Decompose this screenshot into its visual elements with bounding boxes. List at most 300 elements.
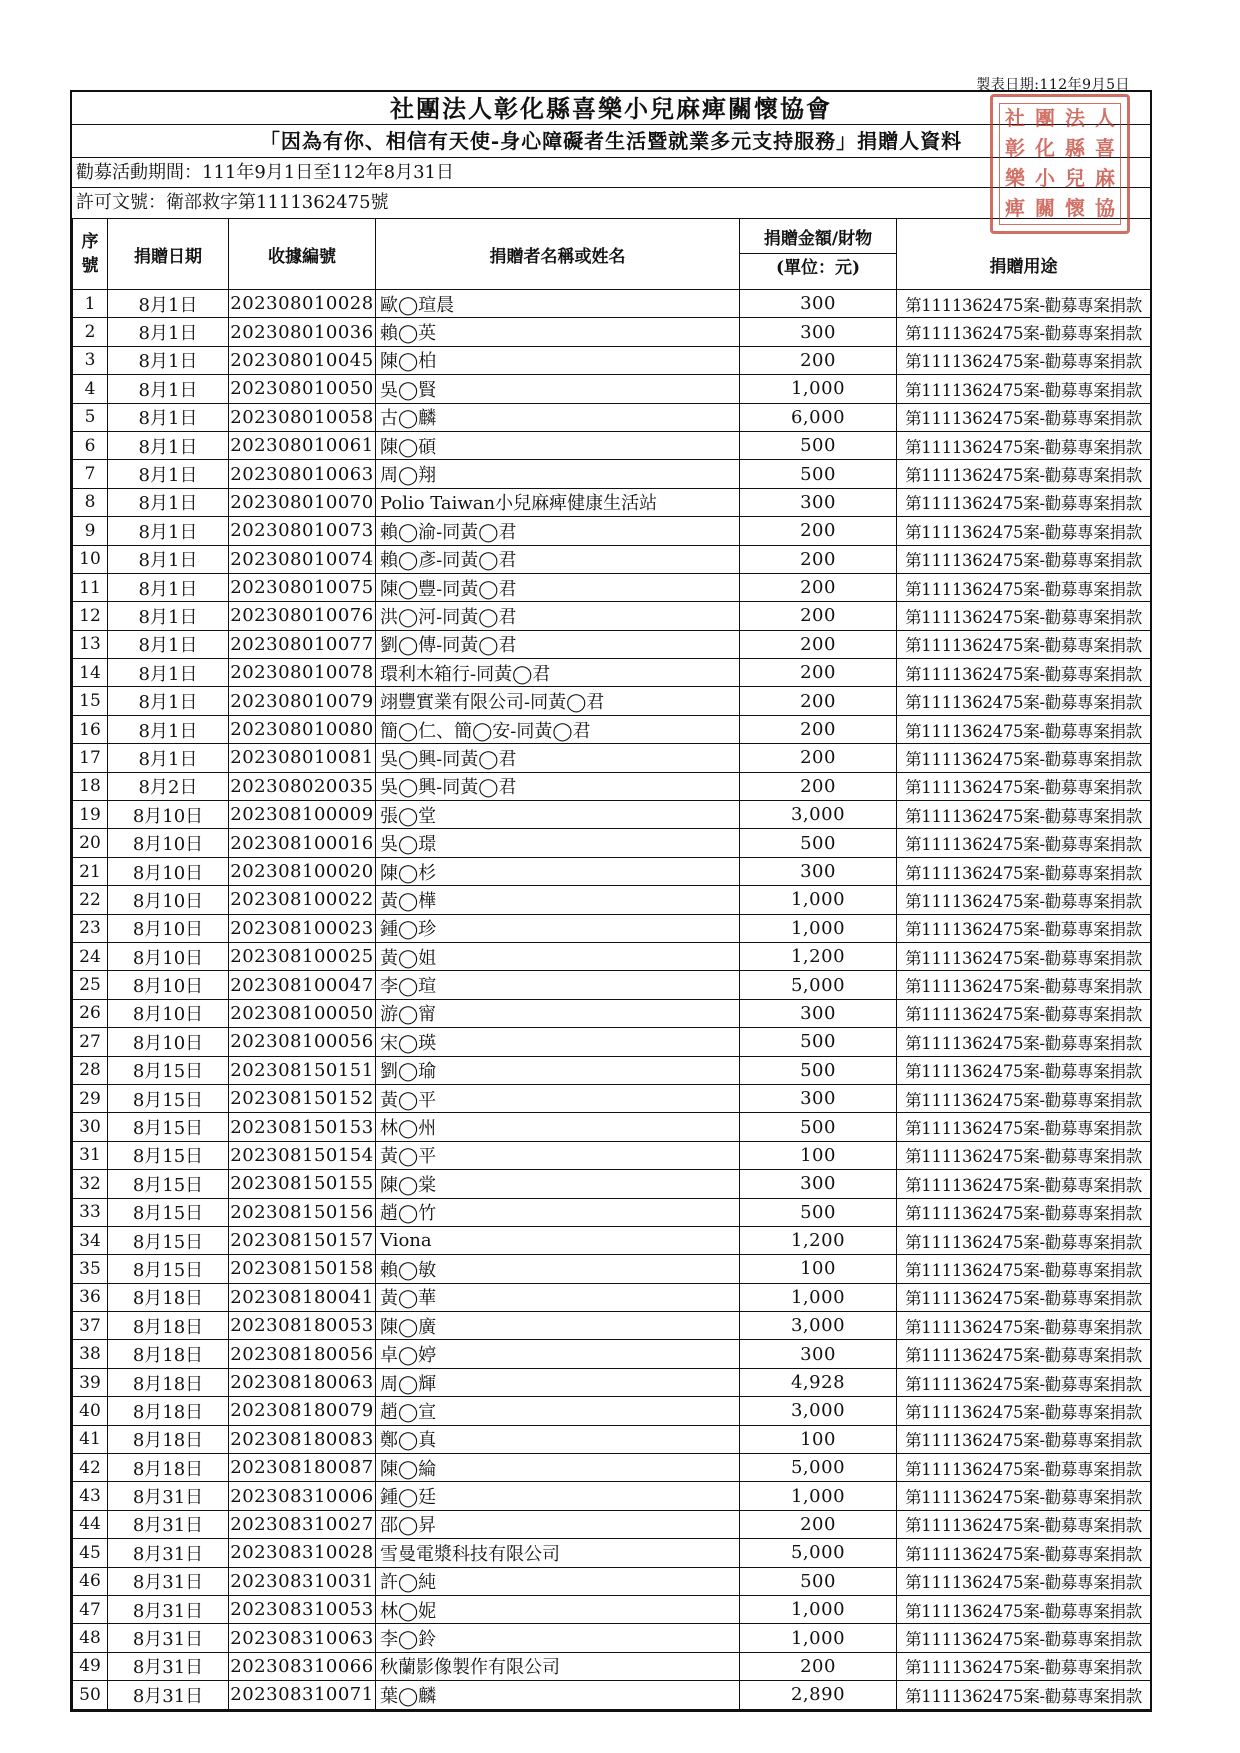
table-row — [73, 801, 1151, 829]
row-donor-name: 許◯純 — [376, 1567, 740, 1595]
row-seq: 25 — [73, 971, 108, 999]
row-seq: 36 — [73, 1283, 108, 1311]
row-amount: 1,200 — [740, 942, 897, 970]
row-receipt-number: 202308310028 — [229, 1539, 376, 1567]
seal-char: 小 — [1035, 166, 1055, 190]
row-seq: 40 — [73, 1397, 108, 1425]
row-receipt-number: 202308100009 — [229, 801, 376, 829]
row-donor-name: 趙◯竹 — [376, 1198, 740, 1226]
table-row — [73, 1028, 1151, 1056]
table-row — [73, 460, 1151, 488]
row-seq: 11 — [73, 573, 108, 601]
row-seq: 50 — [73, 1681, 108, 1709]
row-receipt-number: 202308010077 — [229, 630, 376, 658]
row-date: 8月1日 — [108, 687, 229, 715]
row-purpose: 第1111362475案-勸募專案捐款 — [897, 431, 1151, 459]
row-date: 8月18日 — [108, 1397, 229, 1425]
row-receipt-number: 202308310027 — [229, 1510, 376, 1538]
table-row — [73, 999, 1151, 1027]
row-date: 8月1日 — [108, 460, 229, 488]
row-purpose: 第1111362475案-勸募專案捐款 — [897, 1681, 1151, 1709]
row-date: 8月1日 — [108, 431, 229, 459]
table-row — [73, 1141, 1151, 1169]
row-purpose: 第1111362475案-勸募專案捐款 — [897, 290, 1151, 318]
row-amount: 500 — [740, 460, 897, 488]
made-date: 製表日期:112年9月5日 — [976, 77, 1130, 93]
row-date: 8月15日 — [108, 1170, 229, 1198]
row-receipt-number: 202308310071 — [229, 1681, 376, 1709]
row-receipt-number: 202308150155 — [229, 1170, 376, 1198]
row-amount: 200 — [740, 573, 897, 601]
row-purpose: 第1111362475案-勸募專案捐款 — [897, 403, 1151, 431]
row-date: 8月18日 — [108, 1425, 229, 1453]
row-seq: 19 — [73, 801, 108, 829]
row-donor-name: 賴◯渝-同黃◯君 — [376, 517, 740, 545]
row-amount: 200 — [740, 1652, 897, 1680]
row-donor-name: 賴◯英 — [376, 318, 740, 346]
row-purpose: 第1111362475案-勸募專案捐款 — [897, 1425, 1151, 1453]
row-date: 8月10日 — [108, 999, 229, 1027]
row-amount: 300 — [740, 488, 897, 516]
row-date: 8月31日 — [108, 1539, 229, 1567]
row-purpose: 第1111362475案-勸募專案捐款 — [897, 1113, 1151, 1141]
row-amount: 300 — [740, 857, 897, 885]
row-donor-name: 黃◯樺 — [376, 886, 740, 914]
row-receipt-number: 202308010073 — [229, 517, 376, 545]
row-seq: 31 — [73, 1141, 108, 1169]
row-amount: 100 — [740, 1425, 897, 1453]
row-donor-name: 游◯甯 — [376, 999, 740, 1027]
table-row — [73, 602, 1151, 630]
row-purpose: 第1111362475案-勸募專案捐款 — [897, 573, 1151, 601]
row-amount: 500 — [740, 829, 897, 857]
row-receipt-number: 202308100025 — [229, 942, 376, 970]
table-row — [73, 1056, 1151, 1084]
seal-char: 彰 — [1005, 136, 1025, 160]
row-seq: 29 — [73, 1084, 108, 1112]
row-seq: 15 — [73, 687, 108, 715]
table-row — [73, 886, 1151, 914]
row-purpose: 第1111362475案-勸募專案捐款 — [897, 318, 1151, 346]
row-seq: 48 — [73, 1624, 108, 1652]
row-date: 8月1日 — [108, 403, 229, 431]
row-donor-name: 吳◯興-同黃◯君 — [376, 772, 740, 800]
row-amount: 5,000 — [740, 1454, 897, 1482]
row-seq: 42 — [73, 1454, 108, 1482]
row-purpose: 第1111362475案-勸募專案捐款 — [897, 1397, 1151, 1425]
row-date: 8月15日 — [108, 1226, 229, 1254]
row-seq: 3 — [73, 346, 108, 374]
row-donor-name: 林◯妮 — [376, 1595, 740, 1623]
row-date: 8月15日 — [108, 1255, 229, 1283]
row-date: 8月18日 — [108, 1312, 229, 1340]
row-receipt-number: 202308310053 — [229, 1595, 376, 1623]
table-row — [73, 1454, 1151, 1482]
row-seq: 27 — [73, 1028, 108, 1056]
row-date: 8月1日 — [108, 573, 229, 601]
row-donor-name: 黃◯姐 — [376, 942, 740, 970]
row-date: 8月18日 — [108, 1368, 229, 1396]
row-seq: 20 — [73, 829, 108, 857]
project-title: 「因為有你、相信有天使-身心障礙者生活暨就業多元支持服務」捐贈人資料 — [259, 129, 963, 153]
row-purpose: 第1111362475案-勸募專案捐款 — [897, 630, 1151, 658]
row-amount: 2,890 — [740, 1681, 897, 1709]
row-date: 8月15日 — [108, 1113, 229, 1141]
row-receipt-number: 202308100047 — [229, 971, 376, 999]
row-date: 8月18日 — [108, 1283, 229, 1311]
row-date: 8月10日 — [108, 801, 229, 829]
row-purpose: 第1111362475案-勸募專案捐款 — [897, 1226, 1151, 1254]
row-date: 8月31日 — [108, 1624, 229, 1652]
row-donor-name: 黃◯平 — [376, 1141, 740, 1169]
table-row — [73, 715, 1151, 743]
row-receipt-number: 202308310066 — [229, 1652, 376, 1680]
row-purpose: 第1111362475案-勸募專案捐款 — [897, 1028, 1151, 1056]
row-amount: 3,000 — [740, 1397, 897, 1425]
row-purpose: 第1111362475案-勸募專案捐款 — [897, 1482, 1151, 1510]
row-receipt-number: 202308010070 — [229, 488, 376, 516]
row-date: 8月1日 — [108, 517, 229, 545]
row-receipt-number: 202308020035 — [229, 772, 376, 800]
row-purpose: 第1111362475案-勸募專案捐款 — [897, 1539, 1151, 1567]
row-amount: 200 — [740, 715, 897, 743]
row-receipt-number: 202308180083 — [229, 1425, 376, 1453]
row-receipt-number: 202308010063 — [229, 460, 376, 488]
row-receipt-number: 202308010045 — [229, 346, 376, 374]
row-donor-name: 翊豐實業有限公司-同黃◯君 — [376, 687, 740, 715]
row-donor-name: 簡◯仁、簡◯安-同黃◯君 — [376, 715, 740, 743]
table-row — [73, 1567, 1151, 1595]
row-date: 8月31日 — [108, 1567, 229, 1595]
row-purpose: 第1111362475案-勸募專案捐款 — [897, 971, 1151, 999]
row-amount: 1,000 — [740, 1482, 897, 1510]
row-donor-name: 陳◯豐-同黃◯君 — [376, 573, 740, 601]
fundraising-period: 勸募活動期間：111年9月1日至112年8月31日 — [76, 162, 454, 183]
seal-char: 懷 — [1065, 196, 1085, 220]
seal-char: 化 — [1035, 136, 1055, 160]
row-seq: 1 — [73, 290, 108, 318]
row-seq: 13 — [73, 630, 108, 658]
table-row — [73, 829, 1151, 857]
row-seq: 7 — [73, 460, 108, 488]
row-amount: 200 — [740, 659, 897, 687]
row-seq: 26 — [73, 999, 108, 1027]
row-purpose: 第1111362475案-勸募專案捐款 — [897, 602, 1151, 630]
row-receipt-number: 202308010050 — [229, 375, 376, 403]
row-receipt-number: 202308010061 — [229, 431, 376, 459]
row-date: 8月15日 — [108, 1056, 229, 1084]
row-seq: 39 — [73, 1368, 108, 1396]
row-amount: 500 — [740, 1113, 897, 1141]
row-amount: 5,000 — [740, 1539, 897, 1567]
row-donor-name: 鄭◯真 — [376, 1425, 740, 1453]
row-seq: 2 — [73, 318, 108, 346]
row-amount: 5,000 — [740, 971, 897, 999]
row-date: 8月31日 — [108, 1652, 229, 1680]
row-seq: 14 — [73, 659, 108, 687]
seal-char: 樂 — [1005, 166, 1025, 190]
row-receipt-number: 202308150158 — [229, 1255, 376, 1283]
row-receipt-number: 202308010058 — [229, 403, 376, 431]
row-seq: 47 — [73, 1595, 108, 1623]
row-purpose: 第1111362475案-勸募專案捐款 — [897, 517, 1151, 545]
row-date: 8月10日 — [108, 829, 229, 857]
row-date: 8月1日 — [108, 715, 229, 743]
table-row — [73, 1397, 1151, 1425]
row-date: 8月18日 — [108, 1454, 229, 1482]
row-date: 8月1日 — [108, 290, 229, 318]
row-purpose: 第1111362475案-勸募專案捐款 — [897, 1567, 1151, 1595]
table-row — [73, 545, 1151, 573]
row-seq: 5 — [73, 403, 108, 431]
row-receipt-number: 202308150151 — [229, 1056, 376, 1084]
row-amount: 6,000 — [740, 403, 897, 431]
table-row — [73, 346, 1151, 374]
row-date: 8月31日 — [108, 1482, 229, 1510]
row-donor-name: 宋◯瑛 — [376, 1028, 740, 1056]
row-receipt-number: 202308010028 — [229, 290, 376, 318]
row-purpose: 第1111362475案-勸募專案捐款 — [897, 460, 1151, 488]
row-purpose: 第1111362475案-勸募專案捐款 — [897, 659, 1151, 687]
table-row — [73, 1283, 1151, 1311]
row-date: 8月1日 — [108, 630, 229, 658]
row-date: 8月1日 — [108, 318, 229, 346]
row-date: 8月31日 — [108, 1681, 229, 1709]
row-receipt-number: 202308310031 — [229, 1567, 376, 1595]
table-row — [73, 1681, 1151, 1709]
row-donor-name: 劉◯傳-同黃◯君 — [376, 630, 740, 658]
row-receipt-number: 202308150154 — [229, 1141, 376, 1169]
row-seq: 6 — [73, 431, 108, 459]
row-donor-name: 鍾◯廷 — [376, 1482, 740, 1510]
row-receipt-number: 202308010079 — [229, 687, 376, 715]
row-purpose: 第1111362475案-勸募專案捐款 — [897, 857, 1151, 885]
row-donor-name: 張◯堂 — [376, 801, 740, 829]
table-row — [73, 1368, 1151, 1396]
row-purpose: 第1111362475案-勸募專案捐款 — [897, 488, 1151, 516]
row-donor-name: 吳◯興-同黃◯君 — [376, 744, 740, 772]
row-seq: 4 — [73, 375, 108, 403]
row-receipt-number: 202308010074 — [229, 545, 376, 573]
row-purpose: 第1111362475案-勸募專案捐款 — [897, 375, 1151, 403]
seal-inner — [999, 103, 1121, 225]
row-purpose: 第1111362475案-勸募專案捐款 — [897, 914, 1151, 942]
row-date: 8月10日 — [108, 942, 229, 970]
row-amount: 300 — [740, 1084, 897, 1112]
row-donor-name: 吳◯賢 — [376, 375, 740, 403]
table-row — [73, 687, 1151, 715]
row-amount: 200 — [740, 772, 897, 800]
table-row — [73, 1226, 1151, 1254]
row-donor-name: 邵◯昇 — [376, 1510, 740, 1538]
row-donor-name: 秋蘭影像製作有限公司 — [376, 1652, 740, 1680]
row-receipt-number: 202308150157 — [229, 1226, 376, 1254]
row-amount: 1,000 — [740, 886, 897, 914]
org-title: 社團法人彰化縣喜樂小兒麻痺關懷協會 — [390, 94, 832, 123]
row-amount: 200 — [740, 1510, 897, 1538]
row-donor-name: 周◯翔 — [376, 460, 740, 488]
row-purpose: 第1111362475案-勸募專案捐款 — [897, 1084, 1151, 1112]
row-amount: 1,000 — [740, 1595, 897, 1623]
seal-char: 協 — [1095, 196, 1115, 220]
row-amount: 500 — [740, 1198, 897, 1226]
row-receipt-number: 202308010076 — [229, 602, 376, 630]
row-date: 8月1日 — [108, 744, 229, 772]
table-row — [73, 1510, 1151, 1538]
row-receipt-number: 202308310006 — [229, 1482, 376, 1510]
row-amount: 300 — [740, 318, 897, 346]
table-row — [73, 772, 1151, 800]
row-purpose: 第1111362475案-勸募專案捐款 — [897, 829, 1151, 857]
row-purpose: 第1111362475案-勸募專案捐款 — [897, 744, 1151, 772]
row-amount: 200 — [740, 744, 897, 772]
seal-char: 關 — [1035, 196, 1055, 220]
row-receipt-number: 202308150152 — [229, 1084, 376, 1112]
row-donor-name: 劉◯瑜 — [376, 1056, 740, 1084]
row-date: 8月15日 — [108, 1084, 229, 1112]
table-row — [73, 431, 1151, 459]
row-date: 8月1日 — [108, 488, 229, 516]
row-donor-name: 葉◯麟 — [376, 1681, 740, 1709]
row-date: 8月10日 — [108, 971, 229, 999]
table-row — [73, 1340, 1151, 1368]
seal-char: 團 — [1035, 106, 1055, 130]
row-seq: 23 — [73, 914, 108, 942]
row-donor-name: 卓◯婷 — [376, 1340, 740, 1368]
row-donor-name: 陳◯柏 — [376, 346, 740, 374]
row-amount: 500 — [740, 1028, 897, 1056]
seal-char: 喜 — [1095, 136, 1115, 160]
org-title-row — [72, 92, 1150, 125]
row-donor-name: 賴◯彥-同黃◯君 — [376, 545, 740, 573]
row-purpose: 第1111362475案-勸募專案捐款 — [897, 1624, 1151, 1652]
row-purpose: 第1111362475案-勸募專案捐款 — [897, 1652, 1151, 1680]
row-purpose: 第1111362475案-勸募專案捐款 — [897, 942, 1151, 970]
row-receipt-number: 202308100020 — [229, 857, 376, 885]
table-row — [73, 971, 1151, 999]
row-purpose: 第1111362475案-勸募專案捐款 — [897, 886, 1151, 914]
row-seq: 28 — [73, 1056, 108, 1084]
row-date: 8月1日 — [108, 375, 229, 403]
row-seq: 38 — [73, 1340, 108, 1368]
row-purpose: 第1111362475案-勸募專案捐款 — [897, 1283, 1151, 1311]
row-receipt-number: 202308010081 — [229, 744, 376, 772]
row-receipt-number: 202308150153 — [229, 1113, 376, 1141]
row-date: 8月1日 — [108, 659, 229, 687]
row-purpose: 第1111362475案-勸募專案捐款 — [897, 1255, 1151, 1283]
row-seq: 17 — [73, 744, 108, 772]
row-purpose: 第1111362475案-勸募專案捐款 — [897, 1368, 1151, 1396]
row-seq: 33 — [73, 1198, 108, 1226]
row-seq: 9 — [73, 517, 108, 545]
col-header-purpose: 捐贈用途 — [897, 219, 1151, 290]
row-donor-name: Polio Taiwan小兒麻痺健康生活站 — [376, 488, 740, 516]
row-seq: 32 — [73, 1170, 108, 1198]
row-date: 8月31日 — [108, 1595, 229, 1623]
row-donor-name: 古◯麟 — [376, 403, 740, 431]
table-row — [73, 1312, 1151, 1340]
seal-char: 人 — [1095, 106, 1115, 130]
row-purpose: 第1111362475案-勸募專案捐款 — [897, 1056, 1151, 1084]
col-header-seq: 序號 — [73, 219, 108, 290]
row-seq: 41 — [73, 1425, 108, 1453]
row-seq: 30 — [73, 1113, 108, 1141]
row-amount: 500 — [740, 1567, 897, 1595]
table-row — [73, 318, 1151, 346]
row-purpose: 第1111362475案-勸募專案捐款 — [897, 1454, 1151, 1482]
row-receipt-number: 202308180053 — [229, 1312, 376, 1340]
table-header-row — [73, 219, 1151, 290]
table-row — [73, 857, 1151, 885]
row-seq: 49 — [73, 1652, 108, 1680]
row-date: 8月15日 — [108, 1141, 229, 1169]
seal-char: 兒 — [1065, 166, 1085, 190]
row-amount: 200 — [740, 517, 897, 545]
table-row — [73, 942, 1151, 970]
row-seq: 16 — [73, 715, 108, 743]
seal-char: 痺 — [1005, 196, 1025, 220]
row-date: 8月1日 — [108, 545, 229, 573]
table-row — [73, 517, 1151, 545]
seal-char: 縣 — [1065, 136, 1085, 160]
row-receipt-number: 202308100016 — [229, 829, 376, 857]
table-row — [73, 1113, 1151, 1141]
period-row — [72, 158, 1150, 188]
row-receipt-number: 202308180079 — [229, 1397, 376, 1425]
table-row — [73, 375, 1151, 403]
row-receipt-number: 202308100023 — [229, 914, 376, 942]
table-row — [73, 1084, 1151, 1112]
col-header-amount-unit: (單位：元) — [775, 258, 861, 278]
row-purpose: 第1111362475案-勸募專案捐款 — [897, 801, 1151, 829]
table-row — [73, 1170, 1151, 1198]
row-receipt-number: 202308180041 — [229, 1283, 376, 1311]
row-donor-name: 周◯輝 — [376, 1368, 740, 1396]
col-header-amount — [740, 219, 897, 290]
table-row — [73, 1539, 1151, 1567]
association-seal — [990, 94, 1130, 234]
row-date: 8月10日 — [108, 914, 229, 942]
row-date: 8月18日 — [108, 1340, 229, 1368]
row-seq: 37 — [73, 1312, 108, 1340]
row-seq: 22 — [73, 886, 108, 914]
row-amount: 200 — [740, 602, 897, 630]
row-amount: 200 — [740, 687, 897, 715]
row-purpose: 第1111362475案-勸募專案捐款 — [897, 1312, 1151, 1340]
row-purpose: 第1111362475案-勸募專案捐款 — [897, 545, 1151, 573]
table-row — [73, 914, 1151, 942]
col-header-receipt: 收據編號 — [229, 219, 376, 290]
table-row — [73, 1595, 1151, 1623]
row-donor-name: 李◯鈴 — [376, 1624, 740, 1652]
row-receipt-number: 202308180063 — [229, 1368, 376, 1396]
table-row — [73, 630, 1151, 658]
row-purpose: 第1111362475案-勸募專案捐款 — [897, 1510, 1151, 1538]
row-receipt-number: 202308100050 — [229, 999, 376, 1027]
row-donor-name: 賴◯敏 — [376, 1255, 740, 1283]
row-purpose: 第1111362475案-勸募專案捐款 — [897, 346, 1151, 374]
donor-table — [72, 218, 1151, 1710]
row-amount: 1,000 — [740, 1624, 897, 1652]
row-seq: 21 — [73, 857, 108, 885]
row-date: 8月10日 — [108, 857, 229, 885]
row-donor-name: 陳◯杉 — [376, 857, 740, 885]
col-header-donor: 捐贈者名稱或姓名 — [376, 219, 740, 290]
table-row — [73, 488, 1151, 516]
row-date: 8月2日 — [108, 772, 229, 800]
row-amount: 4,928 — [740, 1368, 897, 1396]
row-amount: 500 — [740, 431, 897, 459]
